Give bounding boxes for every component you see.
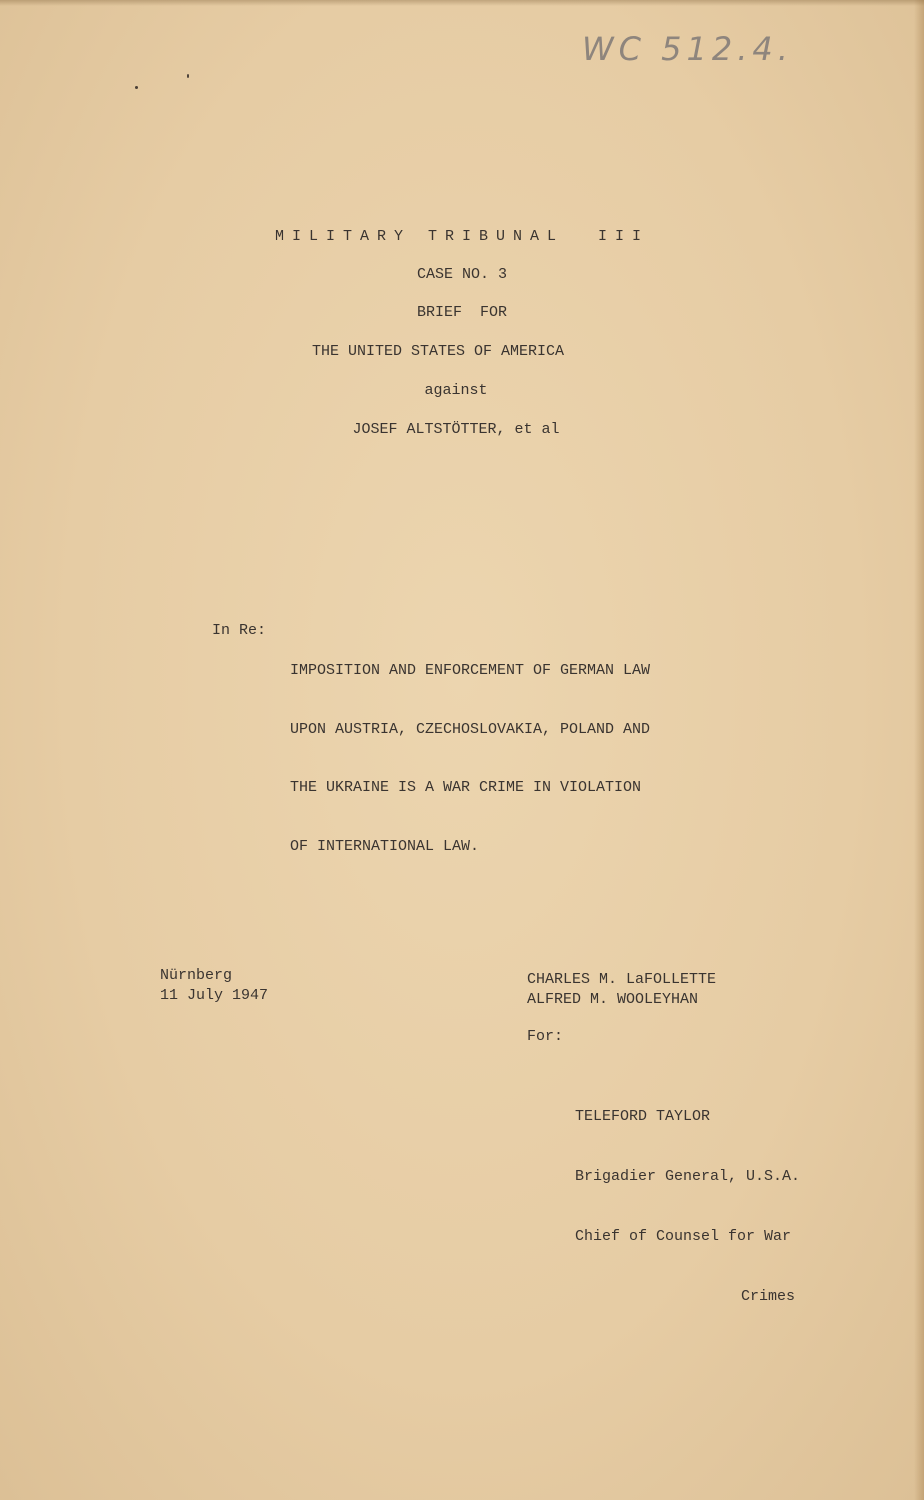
for-label: For:: [527, 1028, 564, 1045]
in-re-label: In Re:: [212, 622, 267, 639]
in-re-line: THE UKRAINE IS A WAR CRIME IN VIOLATION: [290, 779, 642, 796]
date: 11 July 1947: [160, 987, 269, 1004]
plaintiff: THE UNITED STATES OF AMERICA: [311, 343, 565, 360]
brief-for: BRIEF FOR: [416, 304, 507, 321]
page-right-edge: [914, 0, 924, 1500]
place-date-block: [160, 966, 268, 1006]
in-re-line: UPON AUSTRIA, CZECHOSLOVAKIA, POLAND AND: [290, 720, 651, 738]
in-re-line: OF INTERNATIONAL LAW.: [290, 837, 480, 855]
chief-title-line: Brigadier General, U.S.A.: [575, 1168, 801, 1185]
page-top-shadow: [0, 0, 924, 6]
place: Nürnberg: [160, 967, 233, 984]
in-re-subject: [290, 622, 710, 895]
case-number: CASE NO. 3: [416, 266, 507, 283]
chief-title-line: Crimes: [740, 1288, 795, 1305]
defendant: JOSEF ALTSTÖTTER, et al: [352, 421, 560, 438]
counsel-name: ALFRED M. WOOLEYHAN: [527, 991, 699, 1008]
in-re-line: IMPOSITION AND ENFORCEMENT OF GERMAN LAW: [290, 662, 651, 679]
paper-speck: [187, 74, 189, 78]
tribunal-heading: MILITARY TRIBUNAL III: [274, 228, 650, 245]
counsel-name: CHARLES M. LaFOLLETTE: [527, 971, 717, 988]
paper-speck: [135, 86, 138, 89]
archive-mark: WC 512.4.: [582, 30, 793, 68]
counsel-names: [527, 970, 716, 1010]
chief-counsel-name: TELEFORD TAYLOR: [575, 1108, 711, 1125]
chief-title-line: Chief of Counsel for War: [575, 1228, 792, 1245]
chief-counsel-block: [575, 1067, 800, 1347]
against-label: against: [424, 382, 488, 399]
